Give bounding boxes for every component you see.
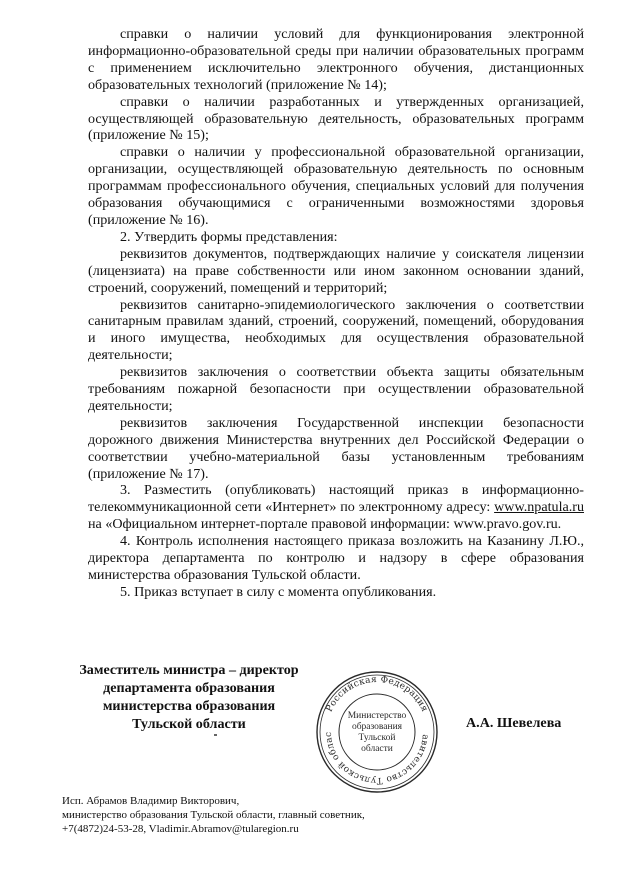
paragraph-requisites-fire-safety: реквизитов заключения о соответствии объекта защиты обязательным требованиям пожарной безопасности при осуществлении образовательной деятельности; (88, 364, 584, 414)
signature-position-line-3: министерства образования (102, 698, 276, 714)
official-seal (313, 668, 441, 796)
npatula-link[interactable]: www.npatula.ru (494, 499, 584, 516)
seal-bottom-text: авительство Тульской облас (323, 731, 430, 786)
seal-outer-ring (317, 672, 437, 792)
seal-graphic (313, 668, 441, 796)
executor-name: Исп. Абрамов Владимир Викторович, (62, 795, 240, 807)
signature-position-line-1: Заместитель министра – директор (79, 662, 299, 678)
publish-text-before: 3. Разместить (опубликовать) настоящий приказ в информационно-телекоммуникационной сети «Интернет» по электронному адресу: (88, 482, 584, 516)
paragraph-control: 4. Контроль исполнения настоящего приказа возложить на Казанину Л.Ю., директора департамента по контролю и надзору в сфере образования министерства образования Тульской области. (88, 533, 584, 583)
paragraph-certificate-e-learning: справки о наличии условий для функционирования электронной информационно-образовательной среды при наличии образовательных программ с применением исключительно электронного обучения, дистанционных образовательных технологий (приложение № 14); (88, 26, 584, 93)
seal-inner-ring (339, 694, 415, 770)
seal-inner-line-3: Тульской (358, 733, 396, 743)
executor-organization: министерство образования Тульской области, главный советник, (62, 809, 365, 821)
paragraph-certificate-programs: справки о наличии разработанных и утвержденных организацией, осуществляющей образовательную деятельность, образовательных программ (приложение № 15); (88, 93, 584, 144)
paragraph-approve-forms: 2. Утвердить формы представления: (120, 228, 338, 245)
seal-inner-line-4: области (361, 744, 393, 754)
executor-block (62, 794, 462, 836)
paragraph-effective: 5. Приказ вступает в силу с момента опубликования. (120, 583, 437, 600)
paragraph-publish (88, 482, 584, 533)
seal-inner-line-1: Министерство (347, 711, 407, 721)
paragraph-requisites-traffic-safety: реквизитов заключения Государственной инспекции безопасности дорожного движения Министерства внутренних дел Российской Федерации о соответствии учебно-материальной базы установленным требованиям (приложение № 17). (88, 414, 584, 482)
signature-position-line-4: Тульской области (132, 716, 246, 732)
paragraph-requisites-sanitary: реквизитов санитарно-эпидемиологического заключения о соответствии санитарным правилам зданий, строений, сооружений, помещений, оборудования и иного имущества, необходимых для осуществления образовательной деятельности; (88, 296, 584, 364)
signature-block (58, 661, 320, 733)
signer-name: А.А. Шевелева (466, 715, 562, 731)
document-body (88, 26, 584, 601)
paragraph-certificate-special-conditions: справки о наличии у профессиональной образовательной организации, организации, осуществляющей образовательную деятельность по основным программам профессионального обучения, специальных условий для получения образования обучающимися с ограниченными возможностями здоровья (приложение № 16). (88, 144, 584, 228)
signature-position-line-2: департамента образования (103, 680, 275, 696)
ink-mark (214, 734, 217, 736)
seal-top-text: Российская Федерация (324, 674, 430, 714)
seal-inner-line-2: образования (351, 722, 403, 732)
executor-contacts: +7(4872)24-53-28, Vladimir.Abramov@tularegion.ru (62, 823, 299, 835)
paragraph-requisites-documents: реквизитов документов, подтверждающих наличие у соискателя лицензии (лицензиата) на праве собственности или ином законном основании зданий, строений, сооружений, помещений и территорий; (88, 245, 584, 296)
publish-text-after: на «Официальном интернет-портале правовой информации: www.pravo.gov.ru. (88, 516, 562, 533)
